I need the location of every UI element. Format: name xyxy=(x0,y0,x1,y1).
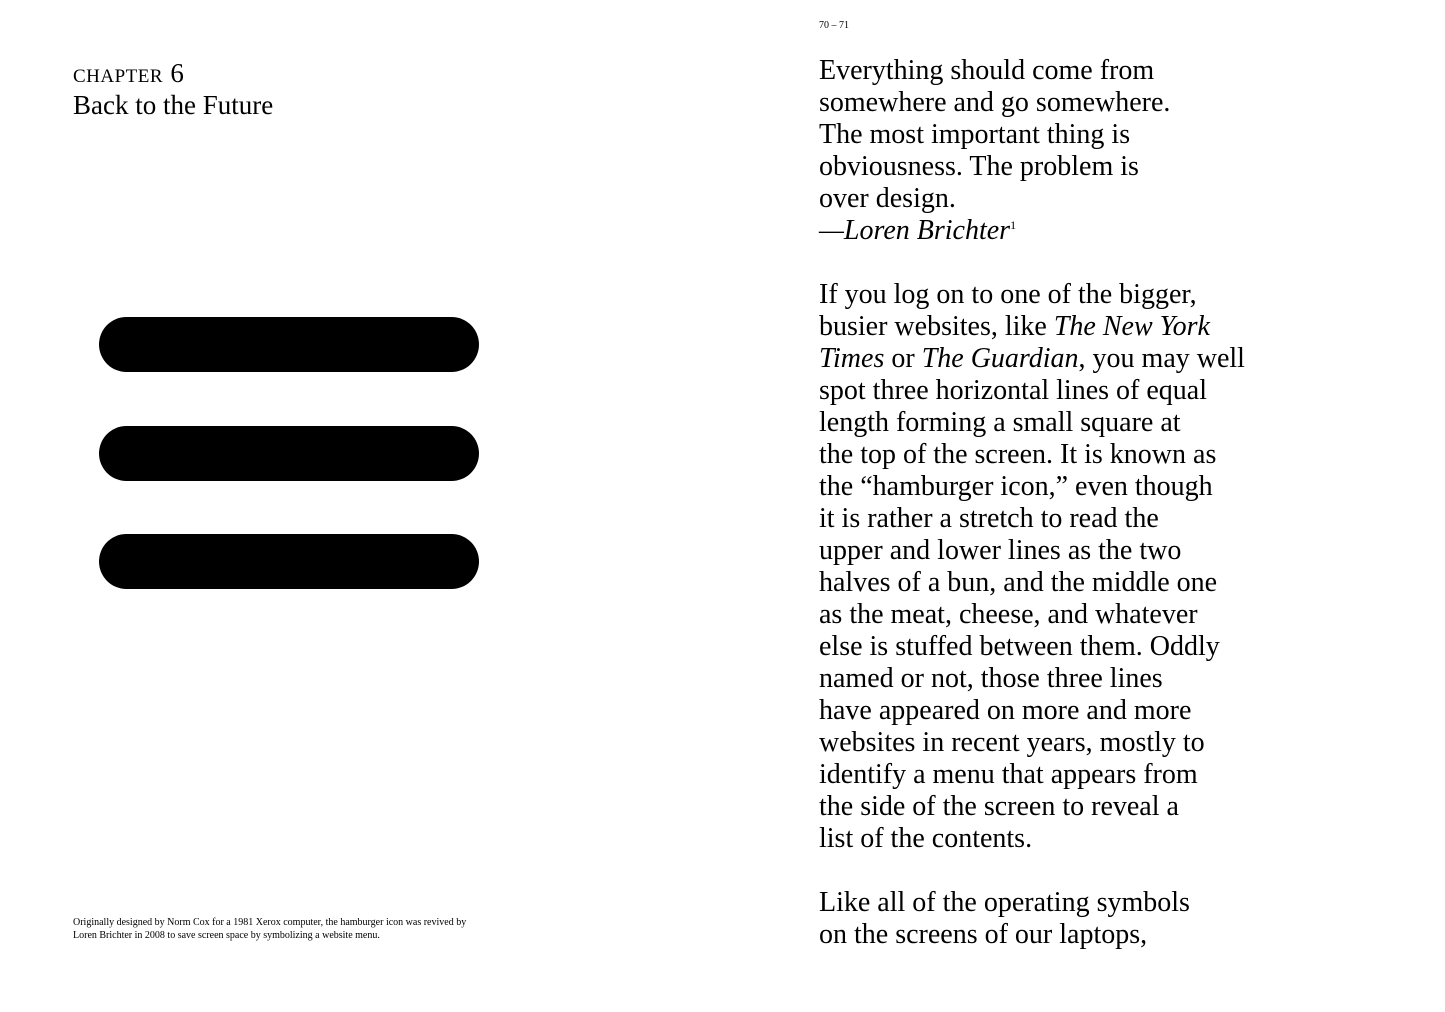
hamburger-middle-bar xyxy=(99,426,479,481)
epigraph-line: The most important thing is xyxy=(819,119,1131,150)
paragraph-1 xyxy=(819,279,1319,855)
right-page xyxy=(722,0,1445,1012)
paragraph-line: list of the contents. xyxy=(819,823,1033,854)
epigraph-attribution: —Loren Brichter xyxy=(819,215,1011,246)
epigraph-line: obviousness. The problem is xyxy=(819,151,1139,182)
paragraph-line: it is rather a stretch to read the xyxy=(819,503,1159,534)
chapter-header xyxy=(73,57,273,121)
text-run: , you may well xyxy=(1078,343,1245,374)
paragraph-line: websites in recent years, mostly to xyxy=(819,727,1205,758)
paragraph-line xyxy=(819,311,1319,343)
hamburger-bottom-bar xyxy=(99,534,479,589)
paragraph-line: else is stuffed between them. Oddly xyxy=(819,631,1220,662)
paragraph-line: spot three horizontal lines of equal xyxy=(819,375,1207,406)
caption-line: Originally designed by Norm Cox for a 1981 Xerox computer, the hamburger icon was revived by xyxy=(73,917,467,928)
paragraph-line: the top of the screen. It is known as xyxy=(819,439,1217,470)
epigraph-line: Everything should come from xyxy=(819,55,1155,86)
publication-title-guardian: The Guardian xyxy=(921,343,1079,374)
left-page xyxy=(0,0,722,1012)
paragraph-line: as the meat, cheese, and whatever xyxy=(819,599,1198,630)
paragraph-line: the “hamburger icon,” even though xyxy=(819,471,1213,502)
paragraph-line: upper and lower lines as the two xyxy=(819,535,1182,566)
figure-caption xyxy=(73,916,513,942)
paragraph-line: length forming a small square at xyxy=(819,407,1181,438)
paragraph-line: on the screens of our laptops, xyxy=(819,919,1148,950)
body-text xyxy=(819,55,1319,951)
paragraph-line: If you log on to one of the bigger, xyxy=(819,279,1197,310)
paragraph-line: Like all of the operating symbols xyxy=(819,887,1190,918)
paragraph-line: identify a menu that appears from xyxy=(819,759,1198,790)
paragraph-gap xyxy=(819,247,1319,279)
paragraph-2 xyxy=(819,887,1319,951)
footnote-marker: 1 xyxy=(1010,218,1017,232)
page-numbers: 70 – 71 xyxy=(819,20,849,31)
paragraph-line: halves of a bun, and the middle one xyxy=(819,567,1218,598)
epigraph-line: over design. xyxy=(819,183,956,214)
paragraph-line: named or not, those three lines xyxy=(819,663,1163,694)
paragraph-line xyxy=(819,343,1319,375)
paragraph-line: the side of the screen to reveal a xyxy=(819,791,1179,822)
chapter-title: Back to the Future xyxy=(73,90,274,120)
publication-title-nyt: The New York xyxy=(1053,311,1210,342)
caption-line: Loren Brichter in 2008 to save screen space by symbolizing a website menu. xyxy=(73,930,380,941)
hamburger-top-bar xyxy=(99,317,479,372)
paragraph-line: have appeared on more and more xyxy=(819,695,1192,726)
publication-title-nyt-cont: Times xyxy=(819,343,885,374)
epigraph-line: somewhere and go somewhere. xyxy=(819,87,1171,118)
epigraph-attribution-line xyxy=(819,215,1319,247)
text-run: or xyxy=(884,343,922,374)
chapter-label: chapter 6 xyxy=(73,58,185,88)
text-run: busier websites, like xyxy=(819,311,1054,342)
epigraph xyxy=(819,55,1319,247)
hamburger-menu-icon xyxy=(99,317,479,589)
paragraph-gap xyxy=(819,855,1319,887)
